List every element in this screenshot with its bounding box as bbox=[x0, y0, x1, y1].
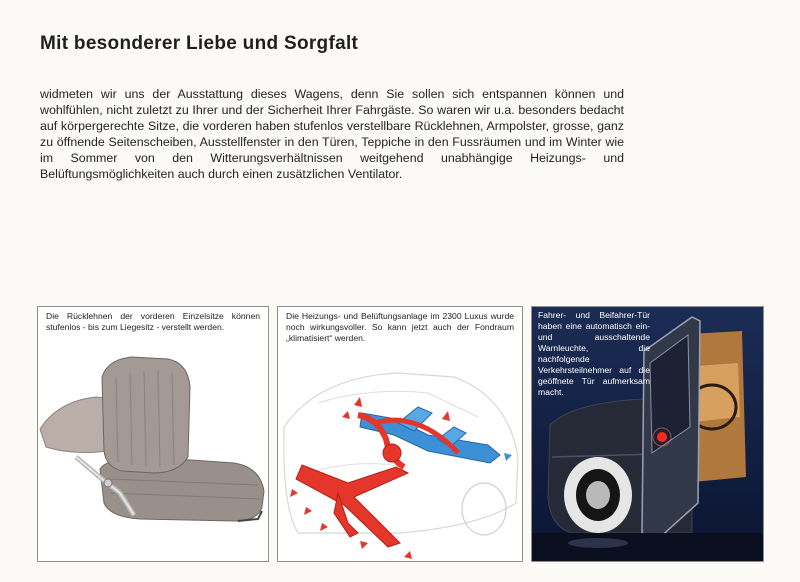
page-heading: Mit besonderer Liebe und Sorgfalt bbox=[40, 33, 359, 54]
intro-paragraph: widmeten wir uns der Ausstattung dieses Wagens, denn Sie sollen sich entspannen können und wohlfühlen, nicht zuletzt zu Ihrer und der Sicherheit Ihrer Fahrgäste. So waren wir u.a. besonders bedacht auf körpergerechte Sitze, die vorderen haben stufenlos verstellbare Rücklehnen, Armpolster, grosse, ganz zu öffnende Seitenscheiben, Ausstellfenster in den Türen, Teppiche in den Fussräumen und im Winter wie im Sommer von den Witterungsverhältnissen weitgehend unabhängige Heizungs- und Belüftungsmöglichkeiten auch durch einen zusätzlichen Ventilator. bbox=[40, 87, 624, 181]
heating-panel bbox=[277, 306, 523, 562]
seat-illustration bbox=[38, 307, 269, 562]
heating-caption: Die Heizungs- und Belüftungsanlage im 2300 Luxus wurde noch wirkungsvoller. So kann jetzt auch der Fondraum „klimatisiert“ werden. bbox=[286, 311, 514, 343]
seat-panel bbox=[37, 306, 269, 562]
door-caption: Fahrer- und Beifahrer-Tür haben eine automatisch ein- und ausschaltende Warnleuchte, die nachfolgende Verkehrsteilnehmer auf die geöffnete Tür aufmerksam macht. bbox=[538, 310, 650, 397]
seat-caption: Die Rücklehnen der vorderen Einzelsitze können stufenlos - bis zum Liegesitz - verstellt werden. bbox=[46, 311, 260, 332]
heating-ventilation-diagram bbox=[278, 307, 523, 562]
door-panel bbox=[531, 306, 764, 562]
